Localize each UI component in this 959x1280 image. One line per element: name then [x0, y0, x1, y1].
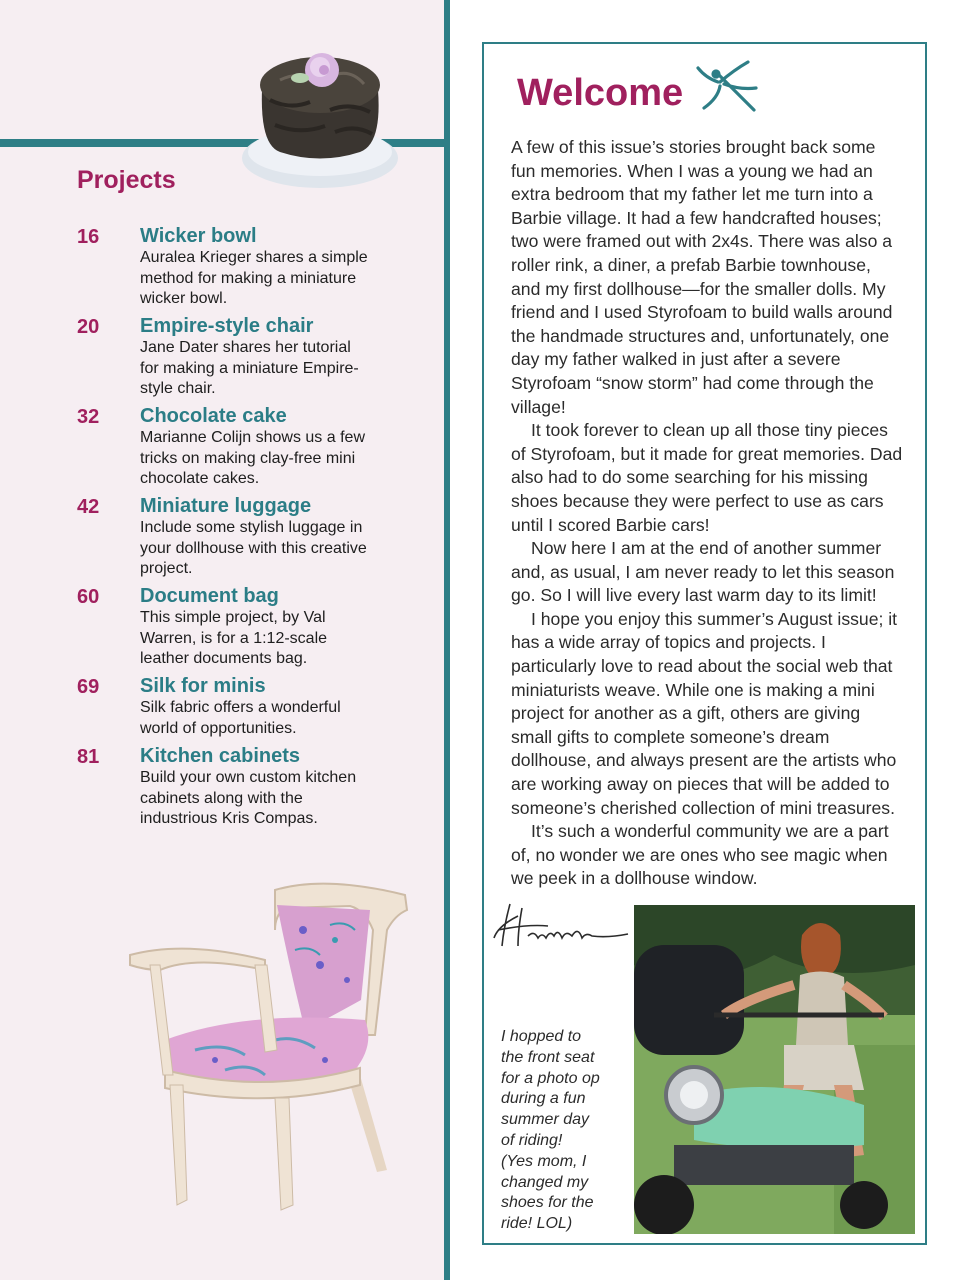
letter-paragraph: It took forever to clean up all those tiny pieces of Styrofoam, but it made for great memories. Dad also had to do some searching for his missing shoes because they were perfect to use as cars until I scored Barbie cars! [511, 420, 903, 535]
project-description: Marianne Colijn shows us a few tricks on making clay-free mini chocolate cakes. [140, 429, 365, 487]
project-item[interactable] [77, 494, 377, 584]
projects-heading: Projects [77, 166, 176, 194]
letter-paragraph: I hope you enjoy this summer’s August issue; it has a wide array of topics and projects. I particularly love to read about the social web that miniaturists weave. While one is making a mini project for another as a gift, others are giving small gifts to complete someone’s dream dollhouse, and always present are the artists who are working away on pieces that will be added to someone’s cherished collection of mini treasures. [511, 608, 898, 818]
project-description: This simple project, by Val Warren, is for a 1:12-scale leather documents bag. [140, 609, 328, 667]
project-page-number: 69 [77, 676, 100, 698]
project-title: Kitchen cabinets [140, 745, 301, 767]
welcome-letter [511, 136, 903, 891]
project-description: Silk fabric offers a wonderful world of opportunities. [140, 699, 341, 737]
photo-caption: I hopped to the front seat for a photo op during a fun summer day of riding! (Yes mom, I changed my shoes for the ride! LOL) [501, 1028, 600, 1233]
project-page-number: 81 [77, 746, 100, 768]
project-description: Include some stylish luggage in your dollhouse with this creative project. [140, 519, 367, 577]
letter-paragraph: A few of this issue’s stories brought back some fun memories. When I was a young we had an extra bedroom that my father let me turn into a Barbie village. It had a few handcrafted houses; two were framed out with 2x4s. There was also a roller rink, a diner, a prefab Barbie townhouse, and my first dollhouse—for the smaller dolls. My friend and I used Styrofoam to build walls around the handmade structures and, unfortunately, one day my father walked in just after a severe Styrofoam “snow storm” had come through the village! [511, 137, 893, 417]
dragonfly-icon [694, 60, 760, 116]
project-item[interactable] [77, 584, 377, 674]
welcome-heading: Welcome [517, 72, 684, 114]
project-page-number: 20 [77, 316, 100, 338]
project-description: Build your own custom kitchen cabinets along with the industrious Kris Compas. [140, 769, 357, 827]
project-item[interactable] [77, 674, 377, 744]
letter-paragraph: It’s such a wonderful community we are a part of, no wonder we are ones who see magic when we peek in a dollhouse window. [511, 821, 889, 889]
project-page-number: 42 [77, 496, 100, 518]
project-page-number: 60 [77, 586, 100, 608]
project-title: Empire-style chair [140, 315, 314, 337]
project-title: Document bag [140, 585, 279, 607]
project-page-number: 32 [77, 406, 100, 428]
project-item[interactable] [77, 314, 377, 404]
editor-motorcycle-photo [634, 905, 915, 1234]
project-item[interactable] [77, 744, 377, 827]
letter-paragraph: Now here I am at the end of another summer and, as usual, I am never ready to let this season go. So I will live every last warm day to its limit! [511, 538, 895, 606]
project-title: Chocolate cake [140, 405, 287, 427]
handwritten-signature [488, 896, 638, 956]
project-title: Miniature luggage [140, 495, 312, 517]
project-title: Silk for minis [140, 675, 266, 697]
project-title: Wicker bowl [140, 225, 257, 247]
project-page-number: 16 [77, 226, 100, 248]
vertical-divider [444, 0, 450, 1280]
projects-list [77, 224, 377, 827]
project-description: Auralea Krieger shares a simple method for making a miniature wicker bowl. [140, 249, 368, 307]
project-item[interactable] [77, 224, 377, 314]
project-description: Jane Dater shares her tutorial for making a miniature Empire-style chair. [140, 339, 359, 397]
chocolate-cake-image [240, 40, 400, 190]
empire-chair-image [125, 870, 425, 1220]
project-item[interactable] [77, 404, 377, 494]
